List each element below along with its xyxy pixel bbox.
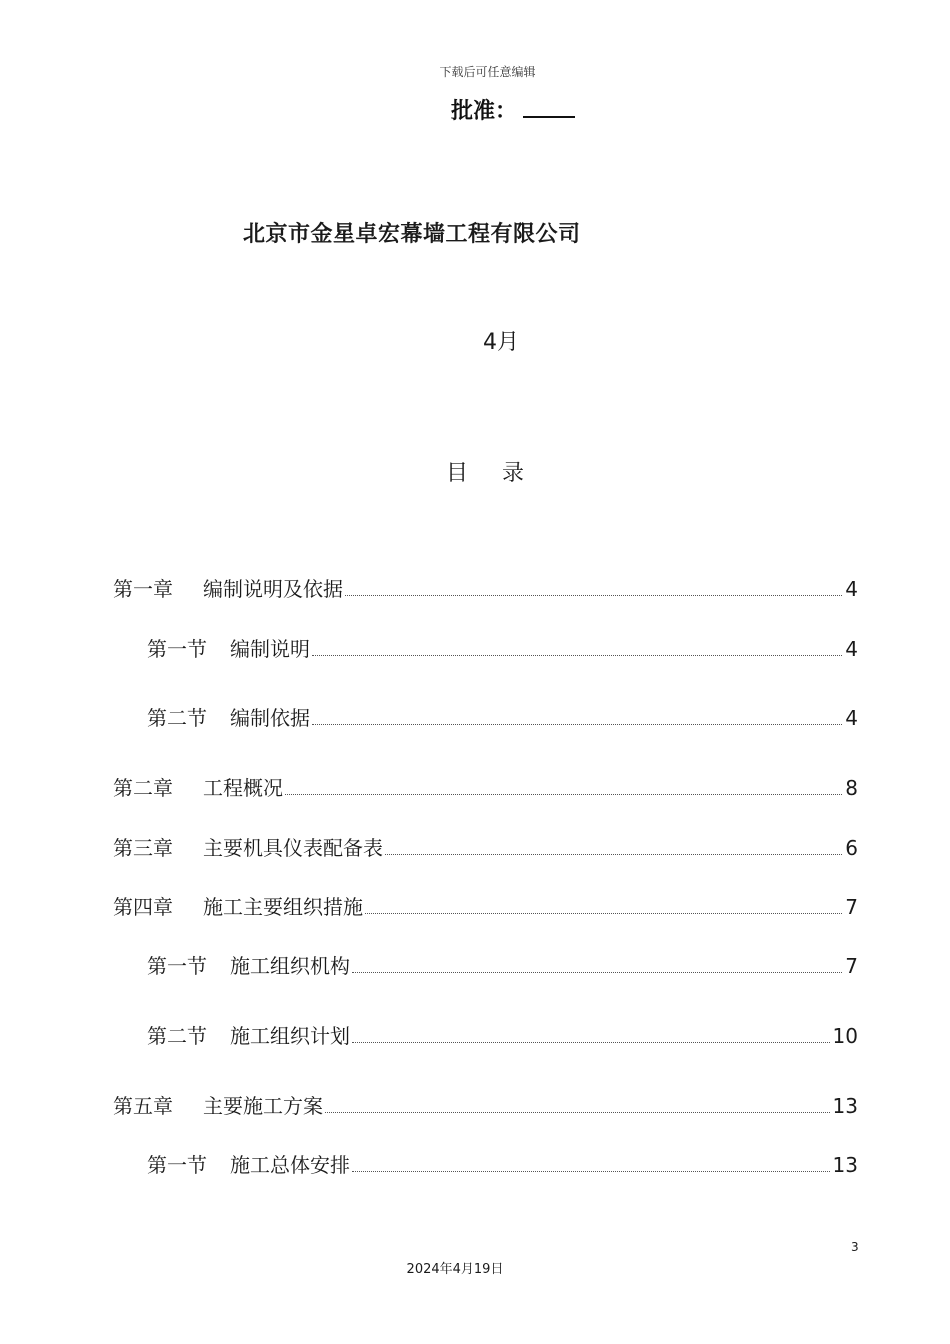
toc-leader-dots xyxy=(325,1112,830,1113)
toc-entry-page: 10 xyxy=(832,1024,858,1048)
toc-leader-dots xyxy=(312,724,842,725)
toc-entry-title: 施工主要组织措施 xyxy=(203,895,363,919)
toc-entry[interactable] xyxy=(147,702,858,732)
toc-entry-number: 第一节 xyxy=(147,637,207,661)
approval-line xyxy=(451,94,575,125)
toc-entry-page: 13 xyxy=(832,1094,858,1118)
toc-leader-dots xyxy=(352,1171,830,1172)
toc-entry-number: 第四章 xyxy=(113,895,173,919)
toc-entry-title: 施工组织机构 xyxy=(230,954,350,978)
toc-entry-title: 施工总体安排 xyxy=(230,1153,350,1177)
toc-entry[interactable] xyxy=(113,772,858,802)
toc-leader-dots xyxy=(345,595,842,596)
toc-entry-title: 编制依据 xyxy=(230,706,310,730)
toc-leader-dots xyxy=(285,794,842,795)
toc-entry[interactable] xyxy=(147,1149,858,1179)
toc-entry-number: 第一节 xyxy=(147,954,207,978)
company-name: 北京市金星卓宏幕墙工程有限公司 xyxy=(243,222,581,247)
toc-leader-dots xyxy=(352,1042,830,1043)
toc-entry-page: 7 xyxy=(845,954,858,978)
toc-entry-title: 编制说明及依据 xyxy=(203,577,343,601)
toc-entry-page: 4 xyxy=(845,577,858,601)
toc-entry-number: 第二节 xyxy=(147,706,207,730)
toc-entry[interactable] xyxy=(113,573,858,603)
toc-entry-number: 第五章 xyxy=(113,1094,173,1118)
toc-entry[interactable] xyxy=(147,633,858,663)
toc-entry-page: 6 xyxy=(845,836,858,860)
toc-entry-page: 4 xyxy=(845,706,858,730)
toc-entry-title: 施工组织计划 xyxy=(230,1024,350,1048)
toc-entry[interactable] xyxy=(147,1020,858,1050)
toc-entry-number: 第三章 xyxy=(113,836,173,860)
toc-entry-number: 第二章 xyxy=(113,776,173,800)
toc-leader-dots xyxy=(352,972,842,973)
toc-entry-title: 工程概况 xyxy=(203,776,283,800)
toc-entry-title: 主要机具仪表配备表 xyxy=(203,836,383,860)
toc-entry-title: 编制说明 xyxy=(230,637,310,661)
toc-leader-dots xyxy=(312,655,842,656)
cover-month: 4月 xyxy=(483,330,519,355)
toc-entry-title: 主要施工方案 xyxy=(203,1094,323,1118)
approval-label: 批准： xyxy=(451,99,518,124)
toc-entry-page: 8 xyxy=(845,776,858,800)
toc-entry-number: 第一章 xyxy=(113,577,173,601)
header-note: 下载后可任意编辑 xyxy=(439,65,536,79)
toc-entry[interactable] xyxy=(113,1090,858,1120)
toc-leader-dots xyxy=(365,913,842,914)
toc-entry-page: 7 xyxy=(845,895,858,919)
footer-date: 2024年4月19日 xyxy=(406,1262,504,1277)
toc-entry[interactable] xyxy=(113,832,858,862)
page-number: 3 xyxy=(851,1240,859,1254)
approval-blank xyxy=(523,96,575,118)
toc-entry-number: 第一节 xyxy=(147,1153,207,1177)
toc-leader-dots xyxy=(385,854,842,855)
toc-entry[interactable] xyxy=(113,891,858,921)
toc-title: 目录 xyxy=(446,461,559,486)
toc-entry-page: 13 xyxy=(832,1153,858,1177)
toc-entry[interactable] xyxy=(147,950,858,980)
toc-entry-page: 4 xyxy=(845,637,858,661)
toc-entry-number: 第二节 xyxy=(147,1024,207,1048)
